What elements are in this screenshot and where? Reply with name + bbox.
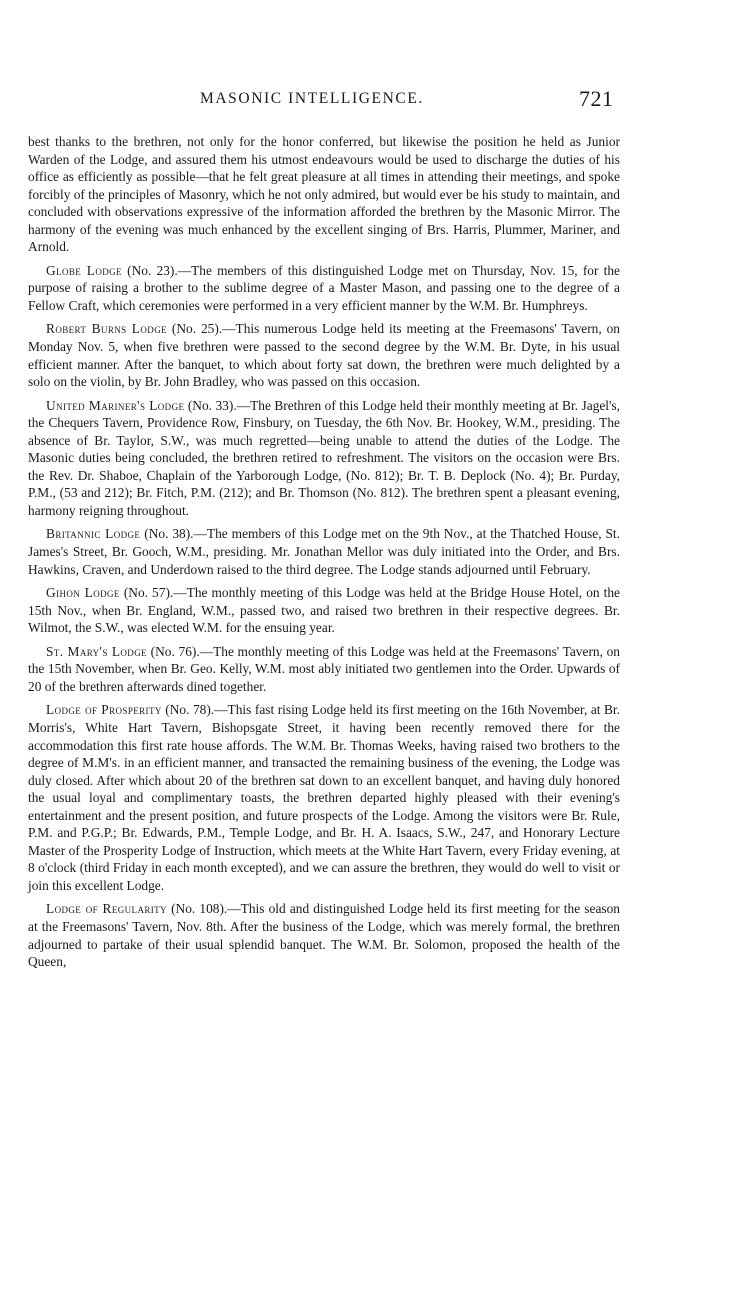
- paragraph-text: (No. 78).—This fast rising Lodge held its first meeting on the 16th November, at Br. Morris's, White Hart Tavern, Bishopsgate Street, it having been recently removed there for the accommodation this first rate house affords. The W.M. Br. Thomas Weeks, having raised two brothers to the degree of M.M's. in an efficient manner, and transacted the remaining business of the evening, the Lodge was duly closed. After which about 20 of the brethren sat down to an excellent banquet, and having duly honored the usual loyal and complimentary toasts, the brethren departed highly pleased with their evening's entertainment and the present position, and future prospects of the Lodge. Among the visitors were Br. Rule, P.M. and P.G.P.; Br. Edwards, P.M., Temple Lodge, and Br. H. A. Isaacs, S.W., 247, and Honorary Lecture Master of the Prosperity Lodge of Instruction, which meets at the White Hart Tavern, every Friday evening, at 8 o'clock (third Friday in each month excepted), and we can assure the brethren, they would do well to visit or join this excellent Lodge.: [28, 702, 620, 893]
- lodge-heading: Lodge of Regularity: [46, 901, 167, 917]
- paragraph-continuation: [28, 133, 620, 256]
- lodge-heading: Britannic Lodge: [46, 526, 141, 542]
- article-body: [28, 133, 620, 977]
- paragraph-text: (No. 76).—The monthly meeting of this Lodge was held at the Freemasons' Tavern, on the 15th November, when Br. Geo. Kelly, W.M. most ably initiated two gentlemen into the Order. Upwards of 20 of the brethren afterwards dined together.: [28, 643, 620, 694]
- lodge-heading: Globe Lodge: [46, 262, 122, 278]
- running-title: MASONIC INTELLIGENCE.: [200, 90, 424, 107]
- paragraph-lodge-of-prosperity: [28, 701, 620, 894]
- paragraph-text: (No. 25).—This numerous Lodge held its meeting at the Freemasons' Tavern, on Monday Nov. 5, when five brethren were passed to the second degree by the W.M. Br. Dyte, in his usual efficient manner. After the banquet, to which about forty sat down, the brethren were much delighted by a solo on the violin, by Br. John Bradley, who was passed on this occasion.: [28, 321, 620, 390]
- page-number: 721: [579, 86, 614, 111]
- lodge-heading: St. Mary's Lodge: [46, 643, 148, 659]
- paragraph-text: (No. 108).—This old and distinguished Lodge held its first meeting for the season at the Freemasons' Tavern, Nov. 8th. After the business of the Lodge, which was merely formal, the brethren adjourned to partake of their usual splendid banquet. The W.M. Br. Solomon, proposed the health of the Queen,: [28, 901, 620, 970]
- lodge-heading: Lodge of Prosperity: [46, 702, 162, 718]
- paragraph-robert-burns-lodge: [28, 320, 620, 390]
- lodge-heading: Gihon Lodge: [46, 585, 120, 601]
- running-head: [0, 86, 738, 116]
- paragraph-st-marys-lodge: [28, 643, 620, 696]
- paragraph-text: (No. 38).—The members of this Lodge met on the 9th Nov., at the Thatched House, St. James's Street, Br. Gooch, W.M., presiding. Mr. Jonathan Mellor was duly initiated into the Order, and Brs. Hawkins, Craven, and Underdown raised to the third degree. The Lodge stands adjourned until February.: [28, 526, 620, 577]
- paragraph-gihon-lodge: [28, 584, 620, 637]
- paragraph-text: best thanks to the brethren, not only for the honor conferred, but likewise the position he held as Junior Warden of the Lodge, and assured them his utmost endeavours would be used to discharge the duties of his office as efficiently as possible—that he felt great pleasure at all times in attending their meetings, and spoke forcibly of the principles of Masonry, which he not only admired, but would ever be his study to maintain, and concluded with observations expressive of the information afforded the brethren by the Masonic Mirror. The harmony of the evening was much enhanced by the excellent singing of Brs. Harris, Plummer, Mariner, and Arnold.: [28, 134, 620, 255]
- paragraph-britannic-lodge: [28, 525, 620, 578]
- lodge-heading: United Mariner's Lodge: [46, 397, 185, 413]
- paragraph-text: (No. 33).—The Brethren of this Lodge held their monthly meeting at Br. Jagel's, the Chequers Tavern, Providence Row, Finsbury, on Tuesday, the 6th Nov. Br. Hookey, W.M., presiding. The absence of Br. Taylor, S.W., was much regretted—being unable to attend the duties of the Lodge. The Masonic duties being concluded, the brethren retired to refreshment. The visitors on the occasion were Brs. the Rev. Dr. Shaboe, Chaplain of the Yarborough Lodge, (No. 812); Br. T. B. Deplock (No. 4); Br. Purday, P.M., (53 and 212); Br. Fitch, P.M. (212); and Br. Thomson (No. 812). The brethren spent a pleasant evening, harmony reigning throughout.: [28, 397, 620, 518]
- paragraph-globe-lodge: [28, 262, 620, 315]
- paragraph-united-mariners-lodge: [28, 397, 620, 520]
- paragraph-text: (No. 57).—The monthly meeting of this Lodge was held at the Bridge House Hotel, on the 15th Nov., when Br. England, W.M., passed two, and raised two brethren in their respective degrees. Br. Wilmot, the S.W., was elected W.M. for the ensuing year.: [28, 585, 620, 636]
- paragraph-text: (No. 23).—The members of this distinguished Lodge met on Thursday, Nov. 15, for the purpose of raising a brother to the sublime degree of a Master Mason, and passing one to the degree of a Fellow Craft, which ceremonies were performed in a very efficient manner by the W.M. Br. Humphreys.: [28, 262, 620, 313]
- paragraph-lodge-of-regularity: [28, 900, 620, 970]
- lodge-heading: Robert Burns Lodge: [46, 321, 167, 337]
